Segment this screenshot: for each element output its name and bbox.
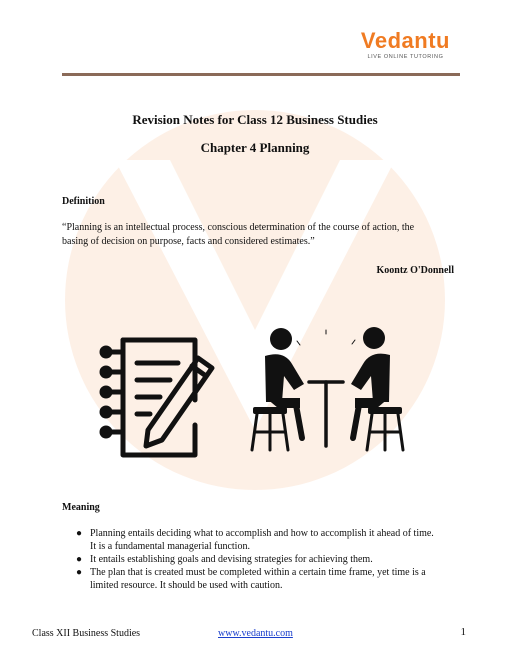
footer-course: Class XII Business Studies: [32, 628, 141, 639]
two-people-table-icon: [252, 327, 403, 450]
page-title: Revision Notes for Class 12 Business Studies: [132, 112, 378, 127]
list-item-line: It entails establishing goals and devising strategies for achieving them.: [90, 554, 373, 565]
footer-website-link[interactable]: www.vedantu.com: [218, 628, 293, 639]
bullet-icon: ●: [76, 554, 83, 565]
bullet-icon: ●: [76, 528, 83, 539]
list-item-line: Planning entails deciding what to accomplish and how to accomplish it ahead of time.: [90, 528, 434, 539]
list-item-line: limited resource. It should be used with caution.: [90, 580, 283, 591]
chapter-title: Chapter 4 Planning: [200, 140, 310, 155]
definition-author: Koontz O'Donnell: [376, 265, 454, 276]
meaning-heading: Meaning: [62, 502, 100, 513]
meaning-list: [76, 527, 462, 592]
definition-line-2: basing of decision on purpose, facts and considered estimates.”: [62, 236, 315, 247]
logo-tagline: LIVE ONLINE TUTORING: [367, 54, 444, 60]
list-item: [76, 527, 462, 553]
page-number: 1: [460, 626, 466, 638]
notebook-pencil-icon: [102, 340, 212, 455]
list-item: [76, 566, 462, 592]
list-item-line: It is a fundamental managerial function.: [90, 541, 250, 552]
definition-line-1: “Planning is an intellectual process, conscious determination of the course of action, the: [62, 222, 415, 233]
list-item: [76, 553, 462, 566]
definition-heading: Definition: [62, 196, 105, 207]
list-item-line: The plan that is created must be completed within a certain time frame, yet time is a: [90, 567, 426, 578]
bullet-icon: ●: [76, 567, 83, 578]
logo-wordmark: Vedantu: [360, 28, 450, 53]
